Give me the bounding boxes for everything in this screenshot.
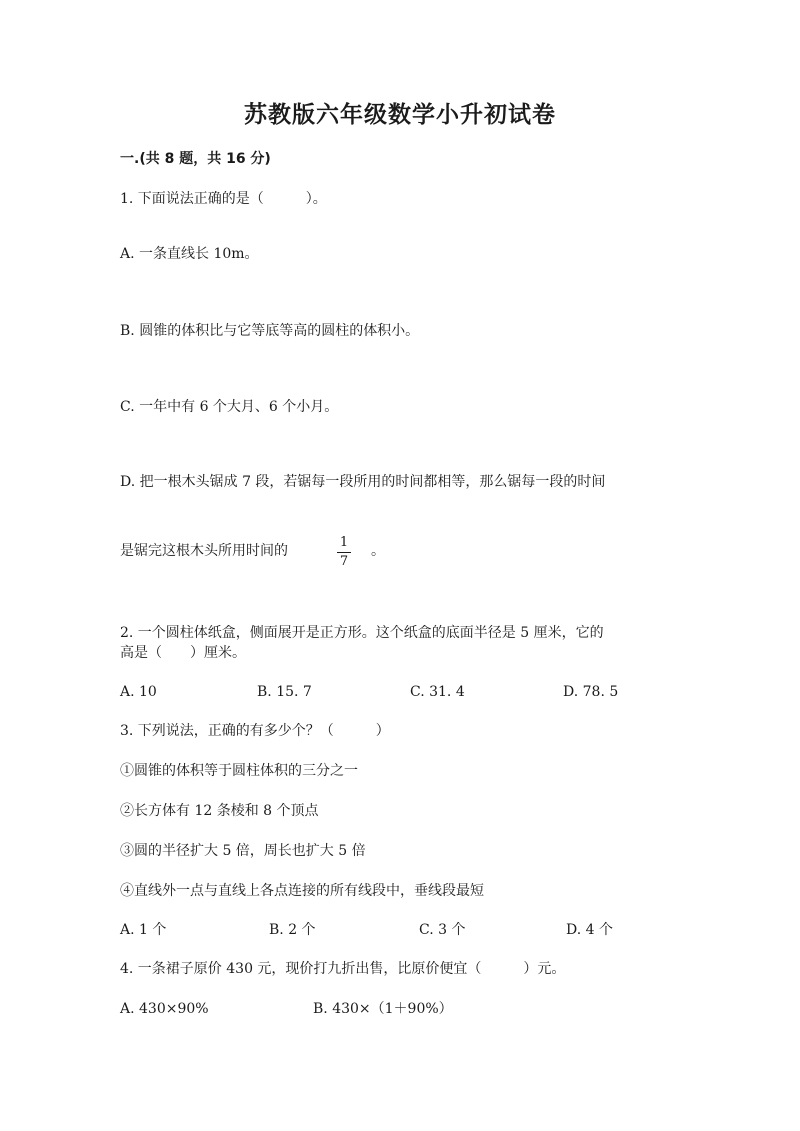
question-2-stem-line2: 高是（ ）厘米。 xyxy=(120,645,246,661)
question-1-option-d-line2-prefix: 是锯完这根木头所用时间的 xyxy=(120,543,288,559)
question-3-option-d: D. 4 个 xyxy=(566,922,613,938)
question-3-statement-3: ③圆的半径扩大 5 倍，周长也扩大 5 倍 xyxy=(120,843,366,859)
question-1-option-b: B. 圆锥的体积比与它等底等高的圆柱的体积小。 xyxy=(120,323,420,339)
question-2-option-b: B. 15. 7 xyxy=(257,684,312,700)
fraction-bar xyxy=(337,552,351,553)
question-3-statement-1: ①圆锥的体积等于圆柱体积的三分之一 xyxy=(120,763,358,779)
question-2-stem-line1: 2. 一个圆柱体纸盒，侧面展开是正方形。这个纸盒的底面半径是 5 厘米，它的 xyxy=(120,625,604,641)
question-1-stem: 1. 下面说法正确的是（ ）。 xyxy=(120,191,327,207)
question-4-option-b: B. 430×（1＋90%） xyxy=(313,1001,453,1017)
question-3-stem: 3. 下列说法，正确的有多少个？（ ） xyxy=(120,723,390,739)
page-title: 苏教版六年级数学小升初试卷 xyxy=(244,101,556,128)
question-3-option-a: A. 1 个 xyxy=(120,922,167,938)
question-1-option-d-line1: D. 把一根木头锯成 7 段，若锯每一段所用的时间都相等，那么锯每一段的时间 xyxy=(120,474,606,490)
question-1-option-d-line2-suffix: 。 xyxy=(371,543,385,559)
fraction-numerator: 1 xyxy=(339,535,349,550)
question-3-option-b: B. 2 个 xyxy=(269,922,316,938)
question-3-option-c: C. 3 个 xyxy=(419,922,466,938)
question-2-option-d: D. 78. 5 xyxy=(563,684,619,700)
question-3-statement-2: ②长方体有 12 条棱和 8 个顶点 xyxy=(120,803,319,819)
section-heading: 一.(共 8 题，共 16 分) xyxy=(120,151,271,167)
question-3-statement-4: ④直线外一点与直线上各点连接的所有线段中，垂线段最短 xyxy=(120,883,484,899)
question-4-stem: 4. 一条裙子原价 430 元，现价打九折出售，比原价便宜（ ）元。 xyxy=(120,961,566,977)
fraction-one-seventh xyxy=(337,535,351,570)
fraction-denominator: 7 xyxy=(339,554,349,569)
question-4-option-a: A. 430×90% xyxy=(120,1001,209,1017)
question-1-option-a: A. 一条直线长 10m。 xyxy=(120,246,259,262)
question-1-option-c: C. 一年中有 6 个大月、6 个小月。 xyxy=(120,399,339,415)
question-2-option-c: C. 31. 4 xyxy=(410,684,465,700)
question-2-option-a: A. 10 xyxy=(120,684,157,700)
